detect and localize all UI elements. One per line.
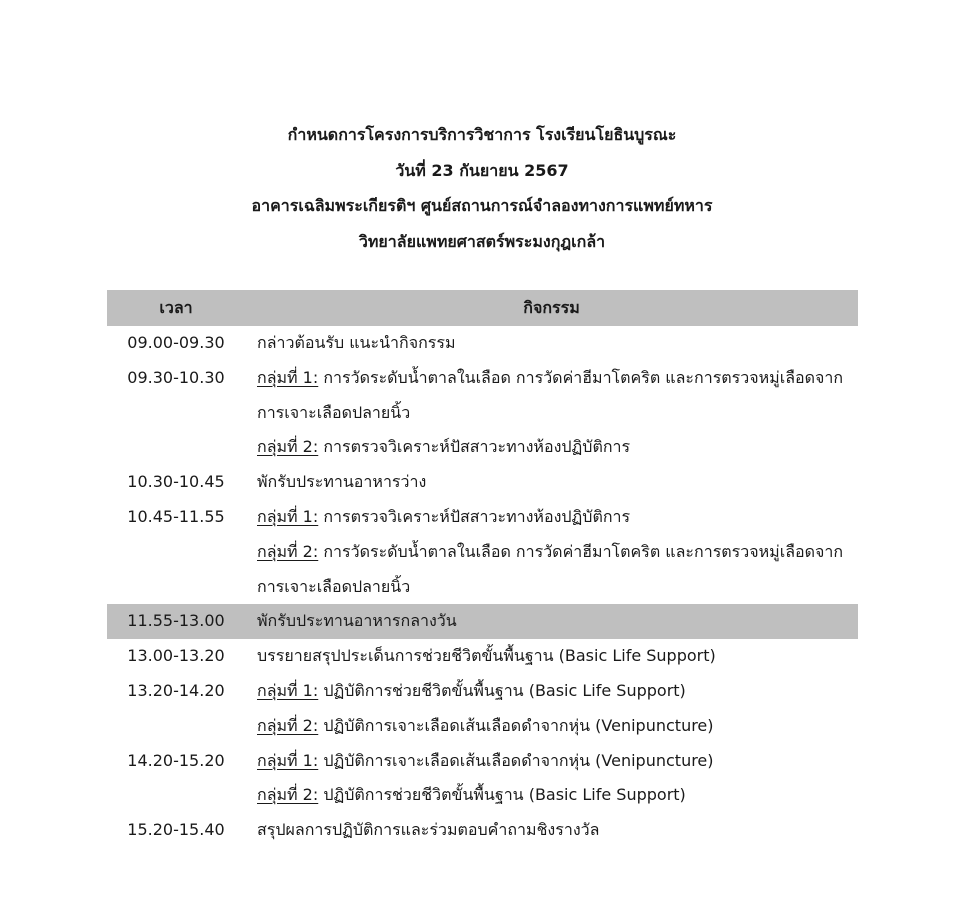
row-time: 15.20-15.40 <box>127 820 225 840</box>
group-label: กลุ่มที่ 1: <box>257 506 319 526</box>
activity-line <box>257 535 858 570</box>
table-row <box>107 813 858 848</box>
schedule-rows <box>107 326 858 848</box>
row-activity <box>245 500 858 604</box>
activity-line <box>257 709 858 744</box>
activity-line <box>257 674 858 709</box>
activity-text: พักรับประทานอาหารกลางวัน <box>257 611 457 631</box>
activity-text: การเจาะเลือดปลายนิ้ว <box>257 402 411 422</box>
row-activity <box>245 465 858 500</box>
row-time: 10.45-11.55 <box>127 506 225 526</box>
activity-text: ปฏิบัติการช่วยชีวิตขั้นพื้นฐาน (Basic Life Support) <box>318 680 686 700</box>
activity-line <box>257 813 858 848</box>
table-row <box>107 361 858 465</box>
row-time: 10.30-10.45 <box>127 472 225 492</box>
row-time: 09.30-10.30 <box>127 367 225 387</box>
row-activity <box>245 813 858 848</box>
header-date: วันที่ 23 กันยายน 2567 <box>395 160 569 180</box>
table-row <box>107 465 858 500</box>
activity-line <box>257 639 858 674</box>
table-row <box>107 639 858 674</box>
row-activity <box>245 639 858 674</box>
header-title: กำหนดการโครงการบริการวิชาการ โรงเรียนโยธินบูรณะ <box>287 125 677 144</box>
row-activity <box>245 674 858 744</box>
activity-text: ปฏิบัติการช่วยชีวิตขั้นพื้นฐาน (Basic Life Support) <box>318 785 686 805</box>
group-label: กลุ่มที่ 1: <box>257 750 319 770</box>
activity-text: สรุปผลการปฏิบัติการและร่วมตอบคำถามชิงรางวัล <box>257 820 600 840</box>
row-activity <box>245 604 858 639</box>
header-institution: วิทยาลัยแพทยศาสตร์พระมงกุฎเกล้า <box>358 231 606 251</box>
activity-text: การวัดระดับน้ำตาลในเลือด การวัดค่าฮีมาโตคริต และการตรวจหมู่เลือดจาก <box>318 541 844 561</box>
activity-text: การตรวจวิเคราะห์ปัสสาวะทางห้องปฏิบัติการ <box>318 437 631 457</box>
table-row <box>107 500 858 604</box>
header-venue: อาคารเฉลิมพระเกียรติฯ ศูนย์สถานการณ์จำลองทางการแพทย์ทหาร <box>251 196 713 215</box>
group-label: กลุ่มที่ 2: <box>257 437 319 457</box>
row-time: 11.55-13.00 <box>127 611 225 631</box>
row-time: 09.00-09.30 <box>127 333 225 352</box>
activity-line <box>257 778 858 813</box>
activity-line <box>257 570 858 605</box>
activity-text: การตรวจวิเคราะห์ปัสสาวะทางห้องปฏิบัติการ <box>318 506 631 526</box>
activity-text: กล่าวต้อนรับ แนะนำกิจกรรม <box>257 333 456 352</box>
row-activity <box>245 361 858 465</box>
table-header-row <box>107 290 858 326</box>
group-label: กลุ่มที่ 1: <box>257 367 319 387</box>
schedule-table <box>107 290 858 848</box>
group-label: กลุ่มที่ 1: <box>257 680 319 700</box>
activity-text: พักรับประทานอาหารว่าง <box>257 472 427 492</box>
activity-line <box>257 326 858 361</box>
activity-line <box>257 396 858 431</box>
column-header-time: เวลา <box>159 298 193 317</box>
group-label: กลุ่มที่ 2: <box>257 541 319 561</box>
activity-text: การวัดระดับน้ำตาลในเลือด การวัดค่าฮีมาโตคริต และการตรวจหมู่เลือดจาก <box>318 367 844 387</box>
row-time: 14.20-15.20 <box>127 750 225 770</box>
row-time: 13.20-14.20 <box>127 680 225 700</box>
document-header <box>0 117 964 259</box>
row-activity <box>245 744 858 814</box>
activity-line <box>257 604 858 639</box>
row-activity <box>245 326 858 361</box>
group-label: กลุ่มที่ 2: <box>257 785 319 805</box>
table-row <box>107 744 858 814</box>
column-header-activity: กิจกรรม <box>523 298 580 317</box>
activity-text: ปฏิบัติการเจาะเลือดเส้นเลือดดำจากหุ่น (Venipuncture) <box>318 715 714 735</box>
activity-text: การเจาะเลือดปลายนิ้ว <box>257 576 411 596</box>
activity-line <box>257 361 858 396</box>
activity-line <box>257 465 858 500</box>
table-row <box>107 604 858 639</box>
row-time: 13.00-13.20 <box>127 646 225 666</box>
activity-line <box>257 430 858 465</box>
activity-line <box>257 744 858 779</box>
activity-text: ปฏิบัติการเจาะเลือดเส้นเลือดดำจากหุ่น (Venipuncture) <box>318 750 714 770</box>
activity-text: บรรยายสรุปประเด็นการช่วยชีวิตขั้นพื้นฐาน (Basic Life Support) <box>257 646 716 666</box>
table-row <box>107 326 858 361</box>
activity-line <box>257 500 858 535</box>
table-row <box>107 674 858 744</box>
group-label: กลุ่มที่ 2: <box>257 715 319 735</box>
